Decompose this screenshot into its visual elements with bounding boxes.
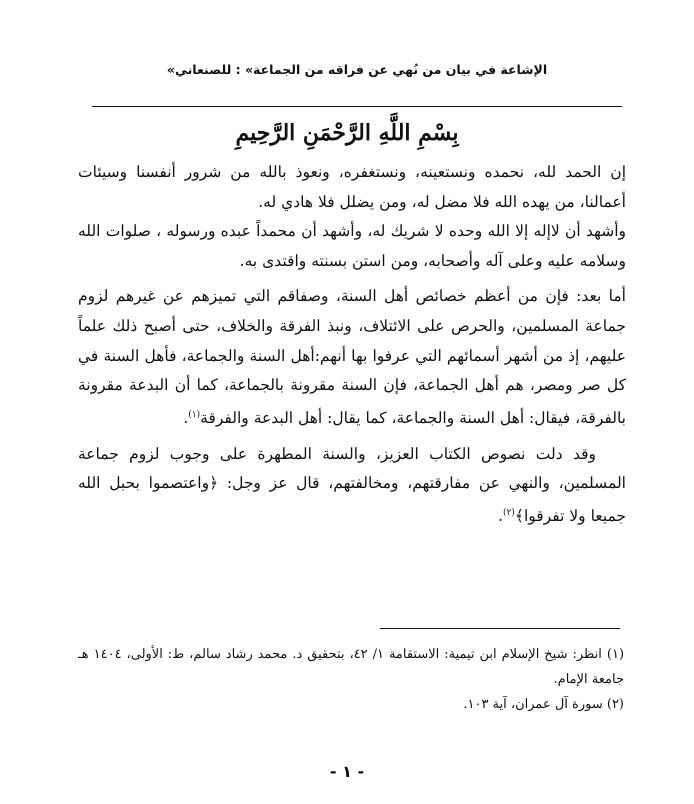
footnote-ref-2: (٢) xyxy=(503,507,515,518)
paragraph-3-text: أما بعد: فإن من أعظم خصائص أهل السنة، وصفاقم التي تميزهم عن غيرهم لزوم جماعة المسلمين، والحرص على الائتلاف، ونبذ الفرقة والخلاف، حتى أصبح ذلك علماً عليهم، إذ من أشهر أسمائهم التي عرفوا بها أنهم:أهل السنة والجماعة، فأهل السنة في كل صر ومصر، هم أهل الجماعة، فإن السنة مقرونة بالجماعة، كما أن البدعة مقرونة بالفرقة، فيقال: أهل السنة والجماعة، كما يقال: أهل البدعة والفرقة xyxy=(78,287,626,427)
paragraph-4-text: وقد دلت نصوص الكتاب العزيز، والسنة المطهرة على وجوب لزوم جماعة المسلمين، والنهي عن مفارقتهم، ومخالفتهم، قال عز وجل: ﴿واعتصموا بحبل الله جميعا ولا تفرقوا﴾ xyxy=(78,444,626,525)
basmala: بِسْمِ اللَّهِ الرَّحْمَنِ الرَّحِيمِ xyxy=(235,120,459,146)
running-header: «الإشاعة في بيان من نُهي عن فراقه من الجماعة» : للصنعاني xyxy=(166,62,548,77)
page-number: - ١ - xyxy=(329,762,365,781)
paragraph-2: وأشهد أن لاإله إلا الله وحده لا شريك له، وأشهد أن محمداً عبده ورسوله ، صلوات الله وسلامه عليه وعلى آله وأصحابه، ومن استن بسنته واقتدى به. xyxy=(78,222,626,270)
paragraph-3: أما بعد: فإن من أعظم خصائص أهل السنة، وصفاقم التي تميزهم عن غيرهم لزوم جماعة المسلمين، والحرص على الائتلاف، ونبذ الفرقة والخلاف، حتى أصبح ذلك علماً عليهم، إذ من أشهر أسمائهم التي عرفوا بها أنهم:أهل السنة والجماعة، فأهل السنة في كل صر ومصر، هم أهل الجماعة، فإن السنة مقرونة بالجماعة، كما أن البدعة مقرونة بالفرقة، فيقال: أهل السنة والجماعة، كما يقال: أهل البدعة والفرقة$^{(١)}$. xyxy=(78,287,626,427)
footnote-ref-1: (١) xyxy=(188,409,201,420)
header-divider xyxy=(92,106,622,107)
footnote-1: (١) انظر: شيخ الإسلام ابن تيمية: الاستقامة ١/ ٤٢، بتحقيق د. محمد رشاد سالم، ط: الأولى، ١٤٠٤ هـ جامعة الإمام. xyxy=(78,647,625,687)
footnotes xyxy=(78,642,624,717)
footnote-divider xyxy=(380,628,620,629)
footnote-2: (٢) سورة آل عمران، آية ١٠٣. xyxy=(463,697,624,712)
paragraph-4: وقد دلت نصوص الكتاب العزيز، والسنة المطهرة على وجوب لزوم جماعة المسلمين، والنهي عن مفارقتهم، ومخالفتهم، قال عز وجل: ﴿واعتصموا بحبل الله جميعا ولا تفرقوا﴾$^{(٢)}$. xyxy=(78,444,626,525)
main-text xyxy=(78,158,626,531)
paragraph-1: إن الحمد لله، نحمده ونستعينه، ونستغفره، ونعوذ بالله من شرور أنفسنا وسيئات أعمالنا، من يهده الله فلا مضل له، ومن يضلل فلا هادي له. xyxy=(78,163,626,211)
